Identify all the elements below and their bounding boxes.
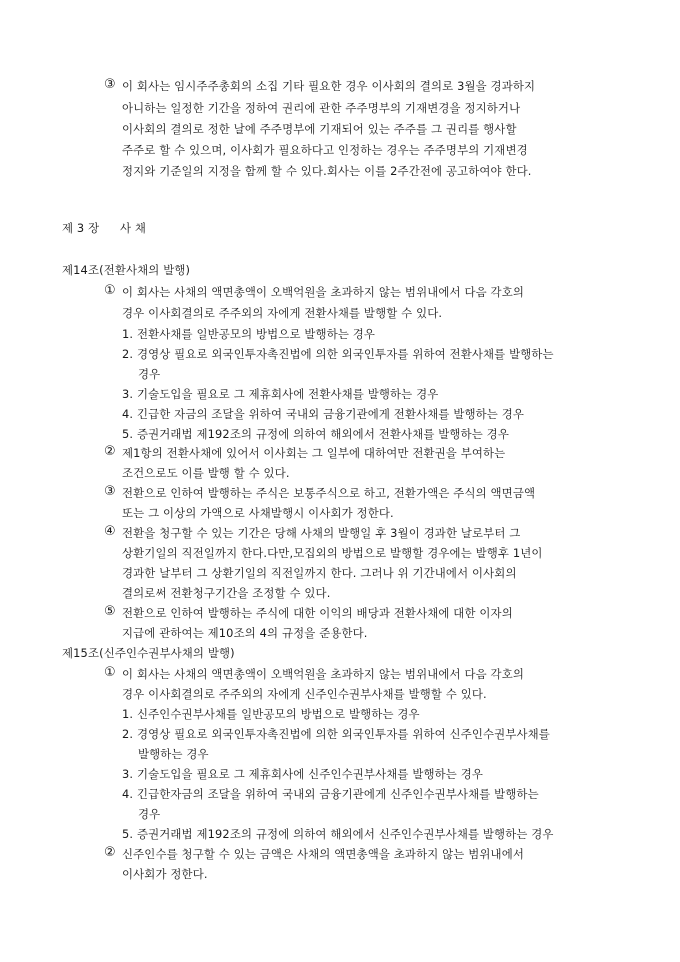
list-item-continuation: 경우 [138,367,161,381]
paragraph-marker: ③ [104,77,116,92]
paragraph-marker: ④ [104,524,116,539]
article-heading: 제14조(전환사채의 발행) [62,263,191,277]
list-item: 2. 경영상 필요로 외국인투자촉진법에 의한 외국인투자를 위하여 전환사채를 발행하는 [122,347,554,361]
text-line: 경우 이사회결의로 주주외의 자에게 신주인수권부사채를 발행할 수 있다. [122,687,487,701]
text-line: 전환을 청구할 수 있는 기간은 당해 사채의 발행일 후 3월이 경과한 날로부터 그 [122,526,521,540]
list-item: 3. 기술도입을 필요로 그 제휴회사에 신주인수권부사채를 발행하는 경우 [122,767,484,781]
text-line: 조건으로도 이를 발행 할 수 있다. [122,466,290,480]
text-line: 이 회사는 임시주주총회의 소집 기타 필요한 경우 이사회의 결의로 3월을 경과하지 [122,79,536,93]
list-item: 2. 경영상 필요로 외국인투자촉진법에 의한 외국인투자를 위하여 신주인수권부사채를 [122,727,550,741]
text-line: 전환으로 인하여 발행하는 주식은 보통주식으로 하고, 전환가액은 주식의 액면금액 [122,486,536,500]
list-item: 1. 전환사채를 일반공모의 방법으로 발행하는 경우 [122,327,376,341]
text-line: 또는 그 이상의 가액으로 사채발행시 이사회가 정한다. [122,506,394,520]
list-item: 5. 증권거래법 제192조의 규정에 의하여 해외에서 전환사채를 발행하는 경우 [122,427,509,441]
text-line: 지급에 관하여는 제10조의 4의 규정을 준용한다. [122,626,368,640]
text-line: 결의로써 전환청구기간을 조정할 수 있다. [122,586,331,600]
text-line: 이사회의 결의로 정한 날에 주주명부에 기재되어 있는 주주를 그 권리를 행사할 [122,122,517,136]
paragraph-marker: ⑤ [104,604,116,619]
paragraph-marker: ② [104,845,116,860]
text-line: 상환기일의 직전일까지 한다.다만,모집외의 방법으로 발행할 경우에는 발행후 1년이 [122,546,543,560]
text-line: 주주로 할 수 있으며, 이사회가 필요하다고 인정하는 경우는 주주명부의 기재변경 [122,143,528,157]
list-item: 3. 기술도입을 필요로 그 제휴회사에 전환사채를 발행하는 경우 [122,387,439,401]
text-line: 정지와 기준일의 지정을 함께 할 수 있다.회사는 이를 2주간전에 공고하여야 한다. [122,164,532,178]
text-line: 신주인수를 청구할 수 있는 금액은 사채의 액면총액을 초과하지 않는 범위내에서 [122,847,524,861]
list-item: 5. 증권거래법 제192조의 규정에 의하여 해외에서 신주인수권부사채를 발행하는 경우 [122,827,554,841]
paragraph-marker: ③ [104,484,116,499]
text-line: 이 회사는 사채의 액면총액이 오백억원을 초과하지 않는 범위내에서 다음 각호의 [122,667,524,681]
list-item: 1. 신주인수권부사채를 일반공모의 방법으로 발행하는 경우 [122,707,420,721]
chapter-title: 사 채 [120,221,147,235]
paragraph-marker: ① [104,665,116,680]
text-line: 아니하는 일정한 기간을 정하여 권리에 관한 주주명부의 기재변경을 정지하거나 [122,101,521,115]
list-item: 4. 긴급한 자금의 조달을 위하여 국내외 금융기관에게 전환사채를 발행하는 경우 [122,407,525,421]
article-heading: 제15조(신주인수권부사채의 발행) [62,646,235,660]
list-item-continuation: 발행하는 경우 [138,747,209,761]
text-line: 경과한 날부터 그 상환기일의 직전일까지 한다. 그러나 위 기간내에서 이사회의 [122,566,517,580]
chapter-number: 제 3 장 [62,221,100,235]
text-line: 이사회가 정한다. [122,867,208,881]
paragraph-marker: ① [104,283,116,298]
text-line: 전환으로 인하여 발행하는 주식에 대한 이익의 배당과 전환사채에 대한 이자의 [122,606,513,620]
list-item-continuation: 경우 [138,807,161,821]
text-line: 경우 이사회결의로 주주외의 자에게 전환사채를 발행할 수 있다. [122,306,443,320]
list-item: 4. 긴급한자금의 조달을 위하여 국내외 금융기관에게 신주인수권부사채를 발행하는 [122,787,539,801]
text-line: 이 회사는 사채의 액면총액이 오백억원을 초과하지 않는 범위내에서 다음 각호의 [122,285,524,299]
paragraph-marker: ② [104,444,116,459]
text-line: 제1항의 전환사채에 있어서 이사회는 그 일부에 대하여만 전환권을 부여하는 [122,446,506,460]
